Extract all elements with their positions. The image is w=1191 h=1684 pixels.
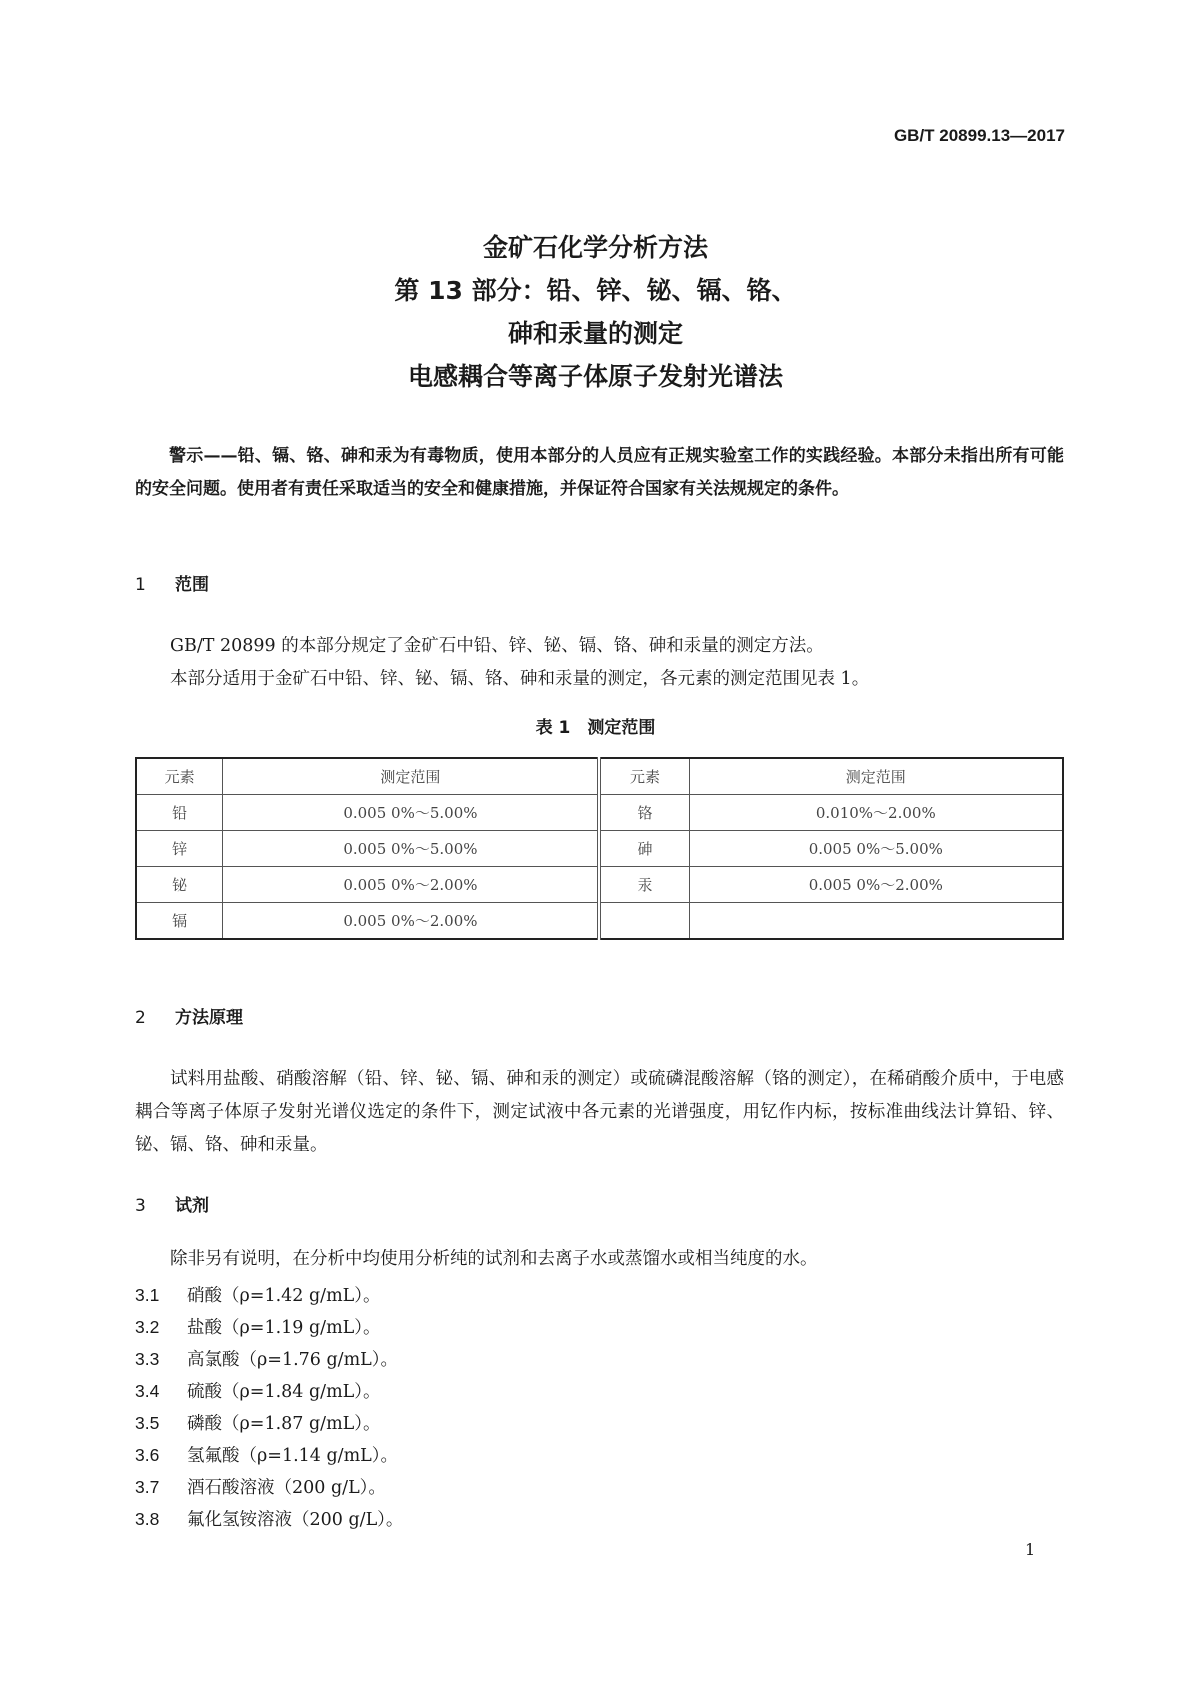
cell: 0.005 0%～5.00% [223, 795, 600, 831]
cell: 0.005 0%～5.00% [689, 831, 1063, 867]
item-number: 3.5 [135, 1413, 160, 1433]
item-number: 3.8 [135, 1509, 160, 1529]
item-text: 酒石酸溶液（200 g/L）。 [187, 1478, 386, 1498]
table-row [136, 903, 1063, 940]
item-text: 硫酸（ρ=1.84 g/mL）。 [187, 1382, 381, 1402]
cell: 砷 [599, 831, 689, 867]
cell [599, 903, 689, 940]
section-title: 试剂 [175, 1196, 209, 1216]
cell: 镉 [136, 903, 223, 940]
section-heading-1 [135, 570, 209, 595]
section-number: 3 [135, 1196, 146, 1216]
cell: 0.005 0%～5.00% [223, 831, 600, 867]
warning-paragraph: 警示——铅、镉、铬、砷和汞为有毒物质，使用本部分的人员应有正规实验室工作的实践经验。本部分未指出所有可能的安全问题。使用者有责任采取适当的安全和健康措施，并保证符合国家有关法规规定的条件。 [135, 446, 1064, 499]
item-number: 3.3 [135, 1349, 160, 1369]
title-line: 砷和汞量的测定 [507, 319, 683, 348]
cell: 0.005 0%～2.00% [223, 903, 600, 940]
table-caption: 表 1 测定范围 [535, 718, 656, 738]
cell: 铬 [599, 795, 689, 831]
reagent-item [135, 1346, 398, 1371]
reagent-item [135, 1282, 381, 1307]
title-line: 第 13 部分：铅、锌、铋、镉、铬、 [394, 276, 797, 305]
item-number: 3.2 [135, 1317, 160, 1337]
item-number: 3.1 [135, 1285, 160, 1305]
header-cell: 元素 [599, 758, 689, 795]
reagent-item [135, 1506, 403, 1531]
range-table [135, 757, 1064, 940]
cell: 锌 [136, 831, 223, 867]
item-number: 3.4 [135, 1381, 160, 1401]
scope-paragraph-2: 本部分适用于金矿石中铅、锌、铋、镉、铬、砷和汞量的测定，各元素的测定范围见表 1。 [170, 669, 870, 689]
cell: 铋 [136, 867, 223, 903]
table-row [136, 831, 1063, 867]
header-cell: 元素 [136, 758, 223, 795]
cell: 0.005 0%～2.00% [223, 867, 600, 903]
title-line: 电感耦合等离子体原子发射光谱法 [407, 362, 783, 391]
section-number: 2 [135, 1008, 146, 1028]
item-text: 氢氟酸（ρ=1.14 g/mL）。 [187, 1446, 399, 1466]
section-number: 1 [135, 575, 146, 595]
principle-paragraph: 试料用盐酸、硝酸溶解（铅、锌、铋、镉、砷和汞的测定）或硫磷混酸溶解（铬的测定），在稀硝酸介质中，于电感耦合等离子体原子发射光谱仪选定的条件下，测定试液中各元素的光谱强度，用钇作内标，按标准曲线法计算铅、锌、铋、镉、铬、砷和汞量。 [135, 1069, 1064, 1155]
title-line: 金矿石化学分析方法 [482, 233, 708, 262]
reagents-intro: 除非另有说明，在分析中均使用分析纯的试剂和去离子水或蒸馏水或相当纯度的水。 [170, 1249, 818, 1269]
cell: 汞 [599, 867, 689, 903]
reagent-item [135, 1442, 398, 1467]
item-number: 3.6 [135, 1445, 160, 1465]
reagent-item [135, 1378, 381, 1403]
table-row [136, 795, 1063, 831]
item-text: 磷酸（ρ=1.87 g/mL）。 [187, 1414, 381, 1434]
header-cell: 测定范围 [689, 758, 1063, 795]
table-header-row [136, 758, 1063, 795]
reagent-item [135, 1314, 381, 1339]
cell [689, 903, 1063, 940]
item-text: 硝酸（ρ=1.42 g/mL）。 [187, 1286, 381, 1306]
reagent-item [135, 1474, 386, 1499]
document-title [0, 226, 1191, 398]
section-title: 范围 [175, 575, 209, 595]
section-title: 方法原理 [175, 1008, 243, 1028]
scope-paragraph-1: GB/T 20899 的本部分规定了金矿石中铅、锌、铋、镉、铬、砷和汞量的测定方法。 [170, 636, 824, 656]
standard-code: GB/T 20899.13—2017 [893, 126, 1065, 145]
cell: 0.010%～2.00% [689, 795, 1063, 831]
item-text: 氟化氢铵溶液（200 g/L）。 [187, 1510, 404, 1530]
table-row [136, 867, 1063, 903]
item-text: 盐酸（ρ=1.19 g/mL）。 [187, 1318, 381, 1338]
page-number: 1 [1025, 1540, 1036, 1559]
reagent-item [135, 1410, 381, 1435]
item-text: 高氯酸（ρ=1.76 g/mL）。 [187, 1350, 399, 1370]
item-number: 3.7 [135, 1477, 160, 1497]
cell: 0.005 0%～2.00% [689, 867, 1063, 903]
header-cell: 测定范围 [223, 758, 600, 795]
section-heading-3 [135, 1191, 209, 1216]
section-heading-2 [135, 1003, 243, 1028]
cell: 铅 [136, 795, 223, 831]
